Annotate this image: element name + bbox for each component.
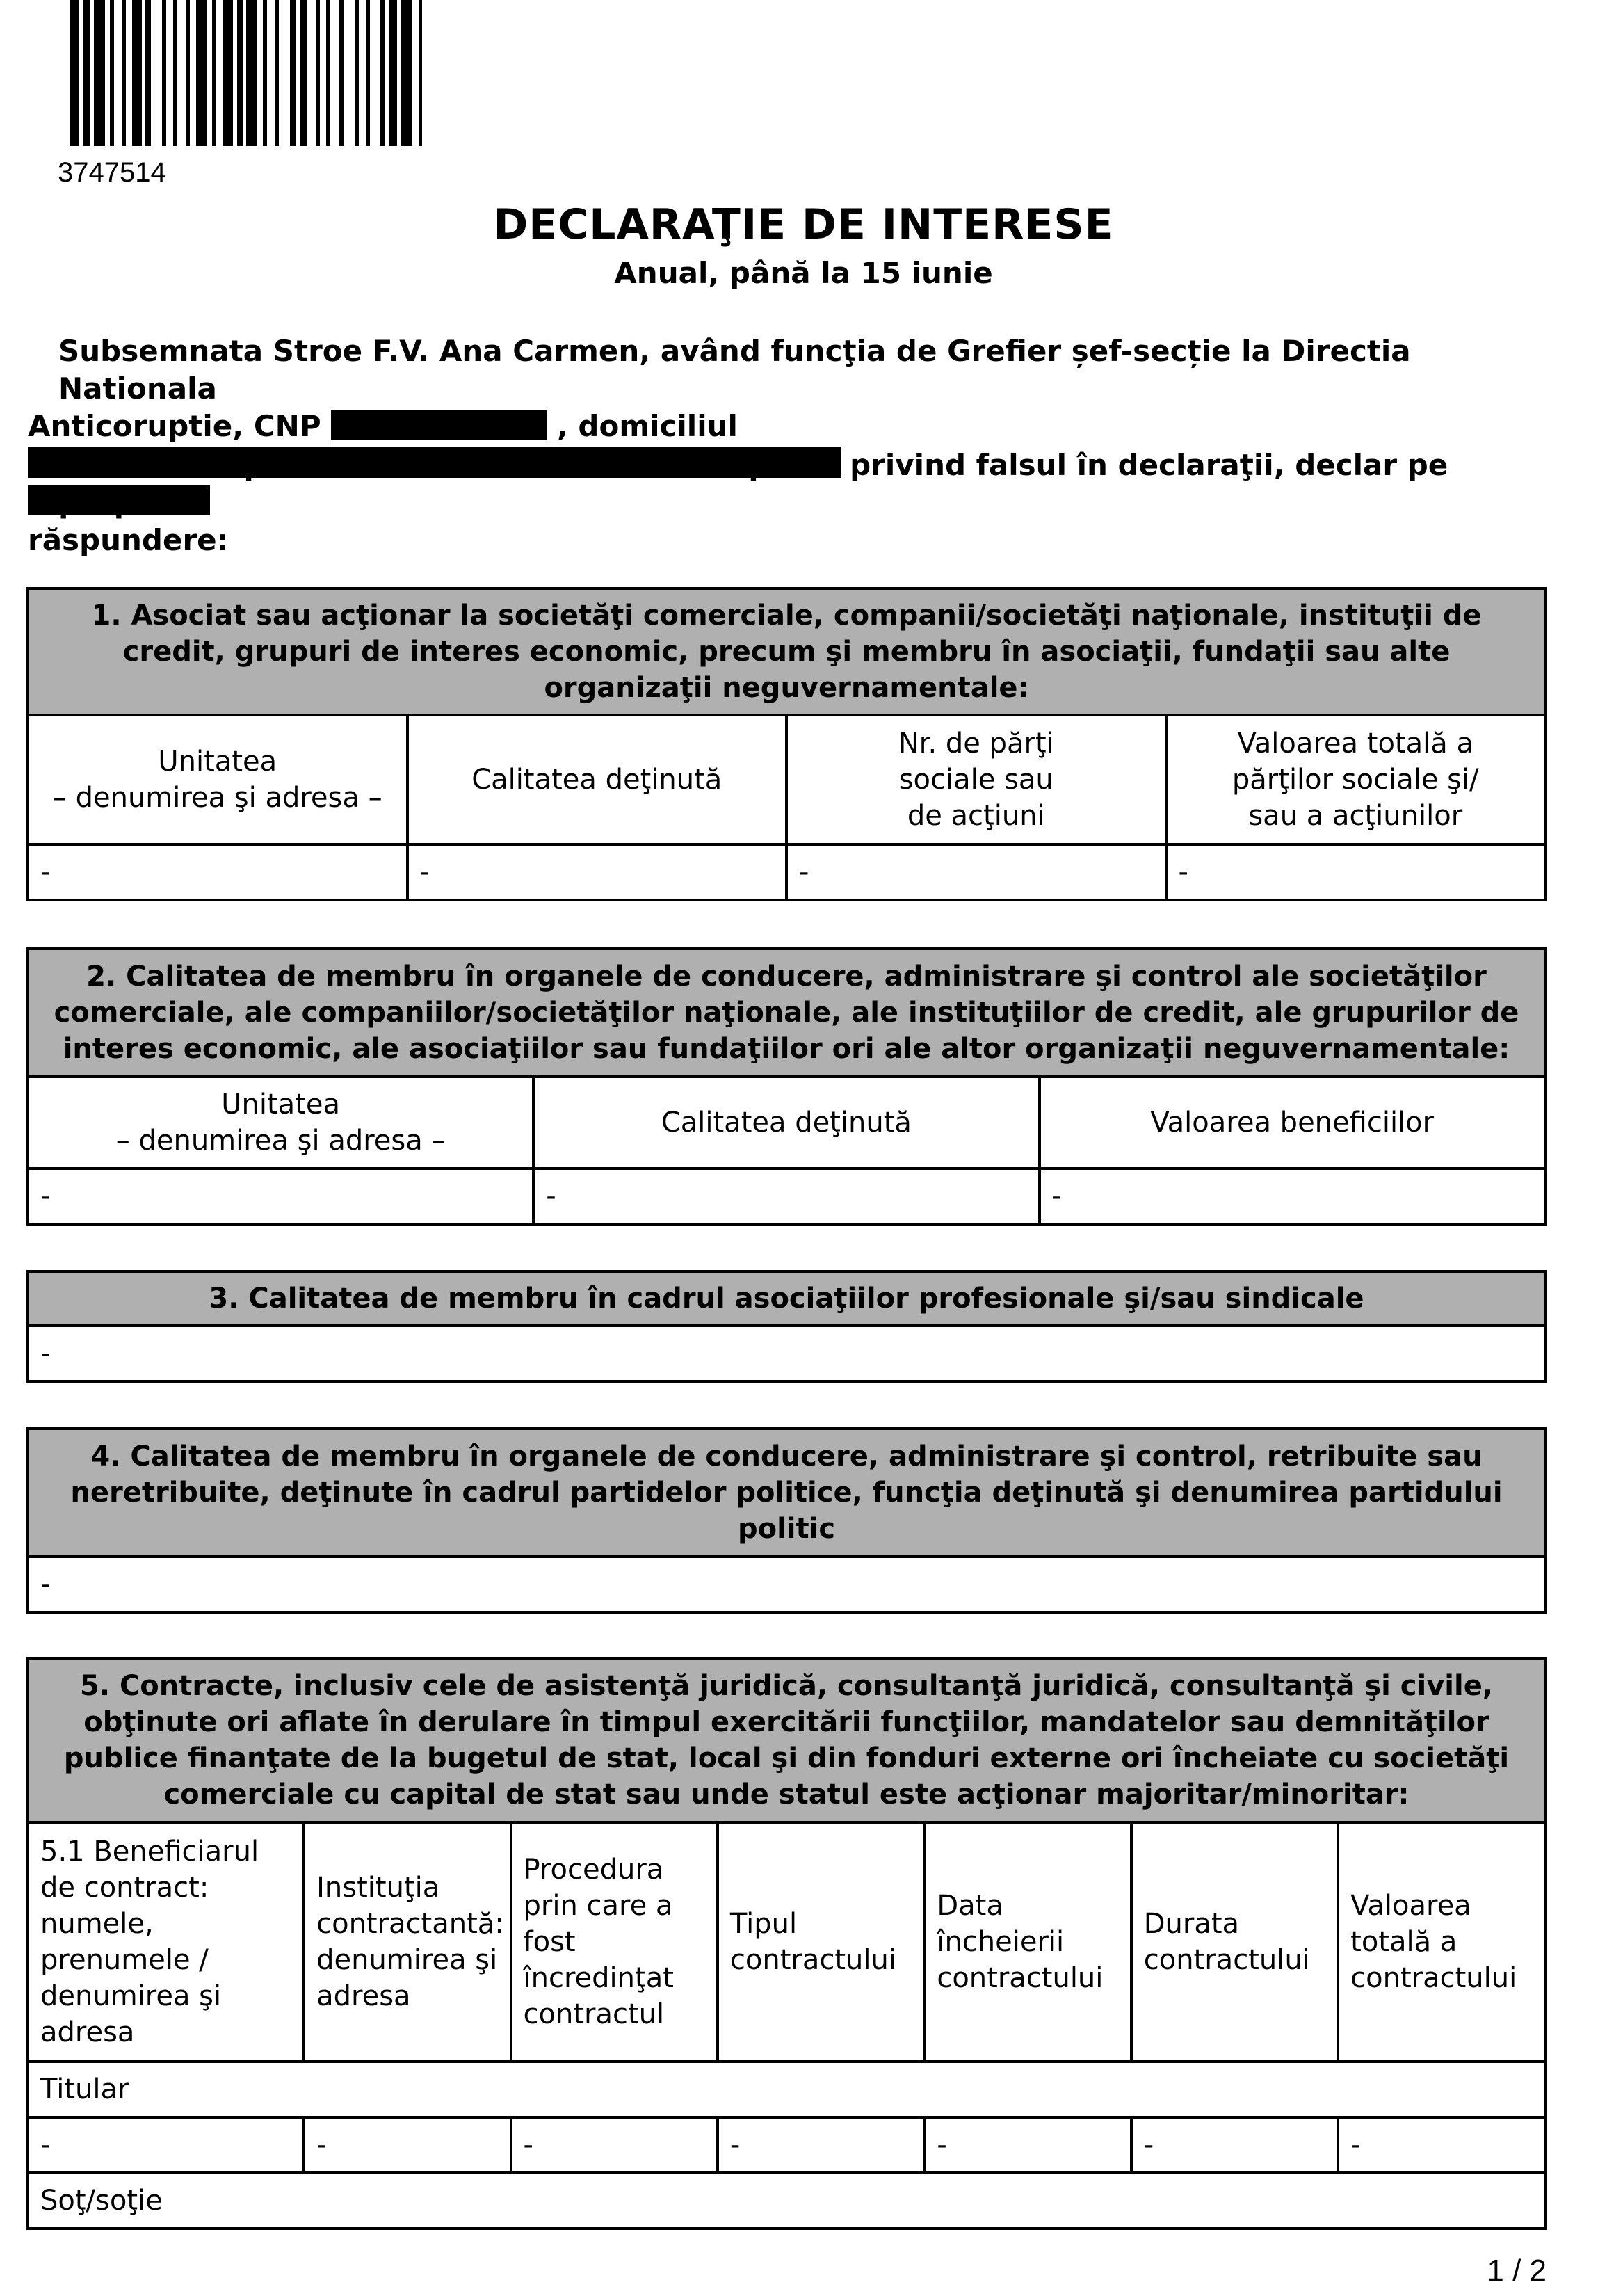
barcode-bar (70, 0, 79, 146)
barcode-bar (110, 0, 114, 146)
barcode-bar (237, 0, 243, 146)
section-5-table (26, 1657, 1547, 2230)
section-5-col-type: Tipul contractului (718, 1822, 924, 2062)
barcode-bar (290, 0, 296, 146)
section-1-col-shares: Nr. de părţi sociale sau de acţiuni (786, 715, 1166, 844)
barcode-bar (326, 0, 330, 146)
section-5-title: 5. Contracte, inclusiv cele de asistenţă juridică, consultanţă juridică, consultanţă şi civile, obţinute ori aflate în derulare în timpul exercitării funcţiilor, mandatelor sau demnităţilor publice finanţate de la bugetul de stat, local şi din fonduri externe ori încheiate cu societăţi comerciale cu capital de stat sau unde statul este acţionar majoritar/minoritar: (28, 1658, 1545, 1822)
declaration-paragraph (28, 447, 1558, 559)
section-2-title: 2. Calitatea de membru în organele de conducere, administrare şi control ale societăţilor comerciale, ale companiilor/societăţilor naţionale, ale instituţiilor de credit, ale grupurilor de interes economic, ale asociaţiilor sau fundaţiilor ori ale altor organizaţii neguvernamentale: (28, 949, 1545, 1077)
barcode-bar (316, 0, 320, 146)
section-2-cell: - (1040, 1169, 1546, 1224)
declaration-line-1: cunoscând prevederile art. 292 din Codul penal privind falsul în declaraţii, declar pe propria (58, 448, 1448, 520)
section-3-table (26, 1270, 1547, 1383)
section-2-table (26, 947, 1547, 1226)
section-5-col-beneficiary: 5.1 Beneficiarul de contract: numele, prenumele / denumirea şi adresa (28, 1822, 304, 2062)
intro-line-1: Subsemnata Stroe F.V. Ana Carmen, având funcţia de Grefier șef-secție la Directia Nationala (58, 334, 1411, 406)
section-5-col-duration: Durata contractului (1131, 1822, 1338, 2062)
barcode-bar (223, 0, 233, 146)
section-4-value: - (28, 1557, 1545, 1612)
section-1-cell: - (1166, 844, 1546, 900)
barcode-bar (401, 0, 412, 146)
section-1-col-value: Valoarea totală a părţilor sociale şi/ sau a acţiunilor (1166, 715, 1546, 844)
barcode-number: 3747514 (58, 157, 166, 188)
barcode-bar (122, 0, 126, 146)
section-5-col-institution: Instituţia contractantă: denumirea şi adresa (304, 1822, 510, 2062)
cnp-label: Anticoruptie, CNP (28, 409, 321, 443)
section-4-table (26, 1427, 1547, 1614)
barcode-bar (162, 0, 166, 146)
barcode-bar (419, 0, 422, 146)
section-5-titular-cell: - (1131, 2117, 1338, 2173)
section-5-titular-label: Titular (28, 2062, 1545, 2117)
section-2-col-unit: Unitatea – denumirea şi adresa – (28, 1077, 533, 1169)
section-1-cell: - (28, 844, 407, 900)
barcode-bar (132, 0, 142, 146)
section-2-col-benefits: Valoarea beneficiilor (1040, 1077, 1546, 1169)
barcode-bar (263, 0, 267, 146)
barcode-bar (145, 0, 151, 146)
section-1-cell: - (407, 844, 787, 900)
section-1-title: 1. Asociat sau acţionar la societăţi comerciale, companii/societăţi naţionale, instituţii de credit, grupuri de interes economic, precum şi membru în asociaţii, fundaţii sau alte organizaţii neguvernamentale: (28, 588, 1545, 715)
section-5-titular-cell: - (28, 2117, 304, 2173)
section-4-title: 4. Calitatea de membru în organele de conducere, administrare şi control, retribuite sau neretribuite, deţinute în cadrul partidelor politice, funcţia deţinută şi denumirea partidului politic (28, 1429, 1545, 1557)
barcode-bar (366, 0, 370, 146)
declaration-line-2: răspundere: (28, 523, 229, 557)
section-5-col-value: Valoarea totală a contractului (1338, 1822, 1545, 2062)
section-1-col-role: Calitatea deţinută (407, 715, 787, 844)
section-5-titular-cell: - (304, 2117, 510, 2173)
section-5-col-date: Data încheierii contractului (924, 1822, 1131, 2062)
barcode-bar (196, 0, 207, 146)
barcode (70, 0, 855, 146)
section-1-cell: - (786, 844, 1166, 900)
barcode-bar (94, 0, 105, 146)
barcode-bar (389, 0, 397, 146)
section-3-value: - (28, 1326, 1545, 1381)
barcode-bar (275, 0, 279, 146)
cnp-redaction (331, 410, 547, 440)
barcode-bar (339, 0, 344, 146)
barcode-bar (300, 0, 307, 146)
section-1-table (26, 587, 1547, 901)
barcode-bar (380, 0, 385, 146)
section-5-titular-cell: - (718, 2117, 924, 2173)
section-5-col-procedure: Procedura prin care a fost încredinţat contractul (511, 1822, 718, 2062)
section-5-titular-cell: - (511, 2117, 718, 2173)
section-3-title: 3. Calitatea de membru în cadrul asociaţiilor profesionale şi/sau sindicale (28, 1271, 1545, 1326)
document-title: DECLARAŢIE DE INTERESE (493, 200, 1114, 249)
barcode-bar (186, 0, 190, 146)
barcode-bar (212, 0, 216, 146)
barcode-bar (355, 0, 359, 146)
page-number: 1 / 2 (1487, 2254, 1547, 2288)
barcode-bar (173, 0, 177, 146)
section-2-cell: - (28, 1169, 533, 1224)
section-2-cell: - (533, 1169, 1039, 1224)
section-2-col-role: Calitatea deţinută (533, 1077, 1039, 1169)
domicile-label: , domiciliul (556, 409, 738, 443)
section-5-spouse-label: Soţ/soţie (28, 2173, 1545, 2229)
barcode-bar (83, 0, 90, 146)
section-1-col-unit: Unitatea – denumirea şi adresa – (28, 715, 407, 844)
section-5-titular-cell: - (924, 2117, 1131, 2173)
document-subtitle: Anual, până la 15 iunie (614, 256, 993, 290)
barcode-bar (246, 0, 257, 146)
section-5-titular-cell: - (1338, 2117, 1545, 2173)
